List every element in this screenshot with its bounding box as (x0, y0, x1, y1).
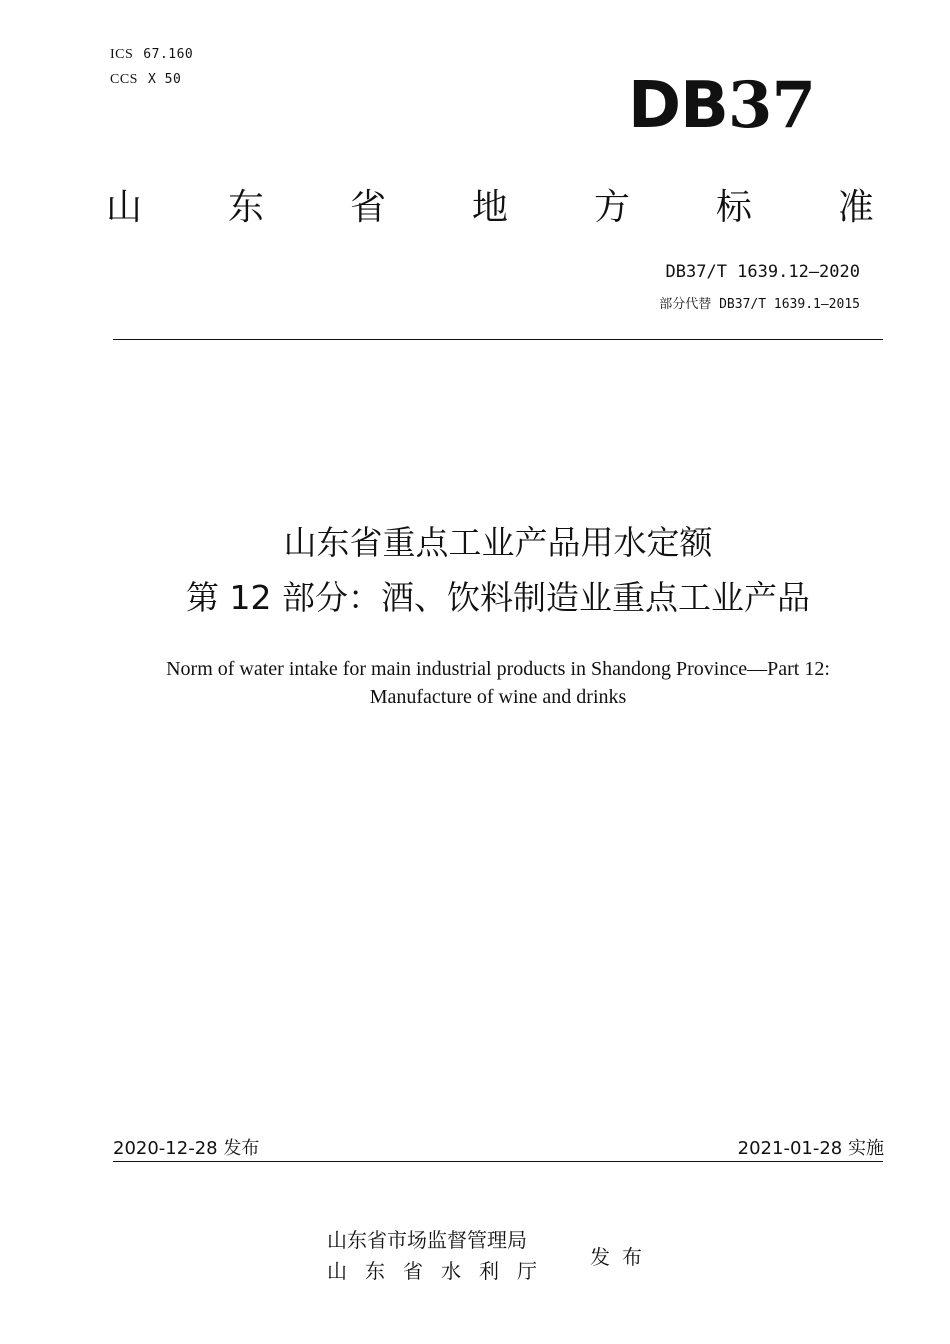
standard-type-char: 东 (227, 187, 264, 228)
english-title-line-1: Norm of water intake for main industrial products in Shandong Province—Part 12: (166, 658, 830, 680)
standard-type-char: 地 (471, 187, 508, 228)
standard-type-char: 准 (837, 187, 874, 228)
standard-type-char: 标 (715, 187, 752, 228)
ics-classification (110, 47, 193, 63)
implementation-date: 2021-01-28 实施 (737, 1138, 884, 1159)
standard-type-heading (106, 187, 874, 228)
logo-number: 37 (727, 68, 815, 143)
ccs-label: CCS (110, 72, 138, 87)
issuer-market-regulation: 山东省市场监督管理局 (327, 1228, 527, 1252)
title-line-1: 山东省重点工业产品用水定额 (283, 523, 713, 562)
logo-letters: DB (628, 69, 728, 143)
replaces-standard: 部分代替 DB37/T 1639.1—2015 (659, 297, 860, 312)
english-title-line-2: Manufacture of wine and drinks (369, 686, 627, 708)
title-line-2: 第 12 部分：酒、饮料制造业重点工业产品 (186, 578, 810, 617)
standard-type-char: 方 (593, 187, 630, 228)
issue-date: 2020-12-28 发布 (113, 1138, 260, 1159)
db37-logo (628, 68, 815, 143)
ccs-code: X 50 (147, 72, 182, 87)
issuing-authorities (327, 1225, 555, 1287)
ics-label: ICS (110, 47, 134, 62)
standard-type-char: 山 (106, 187, 143, 228)
top-divider (113, 339, 883, 340)
ics-code: 67.160 (143, 47, 194, 62)
bottom-divider (113, 1161, 883, 1162)
ccs-classification (110, 72, 181, 88)
standard-number: DB37/T 1639.12—2020 (665, 262, 860, 282)
issuer-water-resources: 山东省水利厅 (327, 1259, 555, 1283)
standard-type-char: 省 (349, 187, 386, 228)
publish-label: 发布 (590, 1245, 654, 1269)
